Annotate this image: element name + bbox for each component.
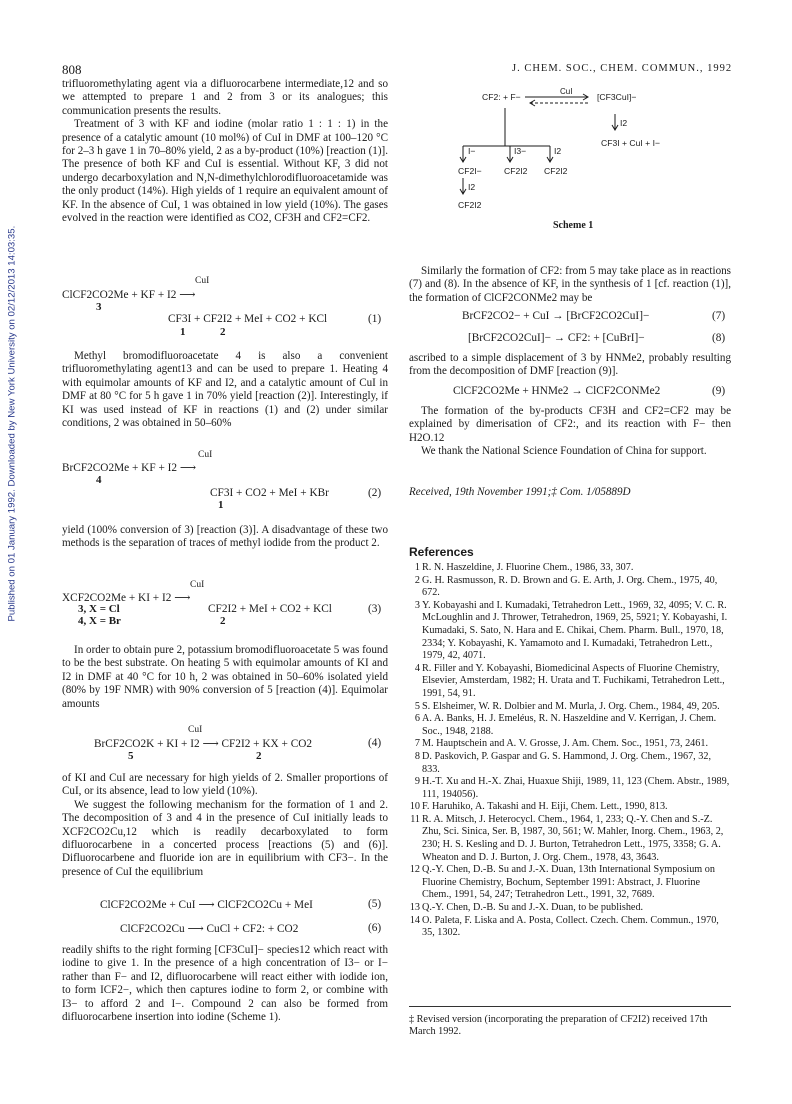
page-number: 808 <box>62 62 82 77</box>
paragraph-equilibrium <box>62 944 388 1024</box>
reference-text: S. Elsheimer, W. R. Dolbier and M. Murla, J. Org. Chem., 1984, 49, 205. <box>422 700 720 712</box>
scheme-product: CF2I2 <box>458 200 482 210</box>
reference-number: 4 <box>414 662 420 674</box>
compound-label: 1 <box>180 326 186 338</box>
scheme-reactant: CF2: + F− <box>482 92 521 102</box>
scheme-1-diagram <box>455 88 715 218</box>
reference-item <box>409 915 731 940</box>
scheme-product: CF2I2 <box>544 166 568 176</box>
paragraph-text: trifluoromethylating agent via a difluorocarbene intermediate,12 and so we attempted to prepare 1 and 2 from 3 or its analogues; this communication presents the results. <box>62 78 388 117</box>
reagent-label: I− <box>468 146 476 156</box>
paragraph-text: Treatment of 3 with KF and iodine (molar ratio 1 : 1 : 1) in the presence of a catalytic amount (10 mol%) of CuI in DMF at 100–120 °C for 2–3 h gave 1 in 70–80% yield, 2 as a by-product (10%) [reaction (1)]. The presence of both KF and CuI is essential. Without KF, 3 did not undergo decarboxylation and N,N-dimethylchlorodifluoroacetamide was the only product (14%). High yields of 1 require an equivalent amount of KF. In the absence of CuI, 1 was obtained in low yield (10%). The gases evolved in the reaction were identified as CO2, CF3H and CF2=CF2. <box>62 118 388 225</box>
reference-text: Y. Kobayashi and I. Kumadaki, Tetrahedron Lett., 1969, 32, 4095; V. C. R. McLoughlin and J. Thrower, Tetrahedron, 1969, 25, 5921; Y. Kobayashi, I. Kumadaki, S. Sato, N. Hara and E. Chikai, Chem. Pharm. Bull., 1970, 18, 2334; Y. Kobayashi, K. Yamamoto and I. Kumadaki, Tetrahedron Lett., 1979, 42, 4071. <box>422 599 728 662</box>
footnote: ‡ Revised version (incorporating the preparation of CF2I2) received 17th March 1992. <box>409 1014 708 1038</box>
reagent-label: I2 <box>620 118 628 128</box>
reference-text: Q.-Y. Chen, D.-B. Su and J.-X. Duan, to be published. <box>422 902 644 914</box>
footnote-divider <box>409 1006 731 1007</box>
paragraph-text: In order to obtain pure 2, potassium bromodifluoroacetate 5 was found to be the best substrate. On heating 5 with equimolar amounts of KI and I2 in DMF at 40 °C for 10 h, 2 was obtained in 50–60% isolated yield (80% by 19F NMR) with 90% conversion of 5 [reaction (4)]. Equimolar amounts <box>62 644 388 710</box>
equation-number: (4) <box>368 737 382 749</box>
reference-item <box>409 738 731 751</box>
compound-label: 5 <box>128 750 134 762</box>
reference-text: R. N. Haszeldine, J. Fluorine Chem., 1986, 33, 307. <box>422 562 634 573</box>
catalyst-label: CuI <box>188 725 203 735</box>
reference-text: Q.-Y. Chen, D.-B. Su and J.-X. Duan, 13th International Symposium on Fluorine Chemistry, Bochum, September 1991: Abstract, J. Fluorine Chem., 1991, 54, 247; Tetrahedron Lett., 1991, 32, 7689. <box>422 864 715 901</box>
reference-number: 1 <box>414 562 420 573</box>
reference-number: 13 <box>409 902 420 914</box>
equation-number: (3) <box>368 603 382 615</box>
equation-3-rhs: CF2I2 + MeI + CO2 + KCl <box>208 603 332 615</box>
compound-label: 3, X = Cl <box>78 603 120 615</box>
equation-2-lhs: BrCF2CO2Me + KF + I2 ⟶ <box>62 462 197 474</box>
paragraph-text: ascribed to a simple displacement of 3 by HNMe2, probably resulting from the decomposition of DMF [reaction (9)]. <box>409 352 731 378</box>
reference-number: 9 <box>414 776 420 788</box>
paragraph-text: of KI and CuI are necessary for high yields of 2. Smaller proportions of CuI, or its absence, lead to low yield (10%). <box>62 772 388 798</box>
paragraph-ascribed <box>409 352 731 379</box>
reference-number: 10 <box>409 801 420 813</box>
reference-list <box>409 562 731 940</box>
reference-item <box>409 751 731 776</box>
compound-label: 2 <box>220 326 226 338</box>
reference-item <box>409 663 731 701</box>
scheme-title: Scheme 1 <box>553 220 594 231</box>
paragraph-text: readily shifts to the right forming [CF3CuI]− species12 which react with iodine to give 1. In the presence of a high concentration of I3− or I− rather than F− and I2, difluorocarbene will react either with iodide ion, to form ICF2−, which then captures iodine to form 2, or combine with I3− to afford 2 and I−. Compound 2 can also be formed from difluorocarbene insertion into iodine (Scheme 1). <box>62 944 388 1024</box>
scheme-intermediate: [CF3CuI]− <box>597 92 637 102</box>
paragraph-text: yield (100% conversion of 3) [reaction (3)]. A disadvantage of these two methods is the separation of traces of methyl iodide from the product 2. <box>62 524 388 550</box>
reference-text: M. Hauptschein and A. V. Grosse, J. Am. Chem. Soc., 1951, 73, 2461. <box>422 738 708 750</box>
reference-item <box>409 814 731 864</box>
reference-item <box>409 562 731 575</box>
reference-text: F. Haruhiko, A. Takashi and H. Eiji, Chem. Lett., 1990, 813. <box>422 801 668 813</box>
reference-number: 6 <box>414 713 420 725</box>
equation-2-rhs: CF3I + CO2 + MeI + KBr <box>210 487 329 499</box>
reference-text: O. Paleta, F. Liska and A. Posta, Collect. Czech. Chem. Commun., 1970, 35, 1302. <box>422 914 719 939</box>
reference-number: 7 <box>414 738 420 750</box>
reference-text: D. Paskovich, P. Gaspar and G. S. Hammond, J. Org. Chem., 1967, 32, 833. <box>422 750 712 775</box>
reference-number: 3 <box>414 599 420 611</box>
compound-label: 4 <box>96 474 102 486</box>
paragraph-byproducts <box>409 405 731 459</box>
equation-number: (6) <box>368 922 382 934</box>
paragraph-mechanism <box>62 772 388 879</box>
equation-number: (9) <box>712 385 726 397</box>
reference-number: 8 <box>414 750 420 762</box>
compound-label: 2 <box>220 615 226 627</box>
paragraph-yield <box>62 524 388 551</box>
reference-text: R. A. Mitsch, J. Heterocycl. Chem., 1964, 1, 233; Q.-Y. Chen and S.-Z. Zhu, Sci. Sinica, Ser. B, 1987, 30, 561; W. Mahler, Inorg. Chem., 1963, 2, 230; H. S. Kesling and D. J. Burton, Tetrahedron Lett., 1975, 3358; G. A. Wheaton and D. J. Burton, J. Org. Chem., 1978, 43, 3643. <box>422 813 724 863</box>
scheme-product: CF2I2 <box>504 166 528 176</box>
download-notice[interactable]: Published on 01 January 1992. Downloaded by New York University on 02/12/2013 14:03:35. <box>6 225 18 622</box>
catalyst-label: CuI <box>190 580 205 590</box>
reference-item <box>409 801 731 814</box>
compound-label: 3 <box>96 301 102 313</box>
equation-3-lhs: XCF2CO2Me + KI + I2 ⟶ <box>62 592 191 604</box>
reference-item <box>409 600 731 663</box>
equation-1-rhs: CF3I + CF2I2 + MeI + CO2 + KCl <box>168 313 328 325</box>
reference-number: 2 <box>414 574 420 586</box>
reference-item <box>409 902 731 915</box>
catalyst-label: CuI <box>198 450 213 460</box>
reagent-label: I3− <box>514 146 527 156</box>
equation-9: ClCF2CO2Me + HNMe2 → ClCF2CONMe2 <box>453 385 661 397</box>
equation-1-lhs: ClCF2CO2Me + KF + I2 ⟶ <box>62 289 196 301</box>
paragraph-methyl <box>62 350 388 430</box>
paragraph-text: The formation of the by-products CF3H and CF2=CF2 may be explained by dimerisation of CF2:, and its reaction with F− then H2O.12 <box>409 405 731 444</box>
compound-label: 2 <box>256 750 262 762</box>
paragraph-text: We thank the National Science Foundation of China for support. <box>421 445 707 458</box>
scheme-product: CF2I− <box>458 166 482 176</box>
reference-item <box>409 575 731 600</box>
compound-label: 4, X = Br <box>78 615 121 627</box>
equation-number: (7) <box>712 310 726 322</box>
reference-item <box>409 776 731 801</box>
reference-item <box>409 864 731 902</box>
reference-text: R. Filler and Y. Kobayashi, Biomedicinal Aspects of Fluorine Chemistry, Elsevier, Amsterdam, 1982; H. Urata and T. Fuchikami, Tetrahedron Lett., 1991, 54, 91. <box>422 662 725 699</box>
paragraph-text: Methyl bromodifluoroacetate 4 is also a convenient trifluoromethylating agent13 and can be used to prepare 1. Heating 4 with equimolar amounts of KF and I2, and a catalytic amount of CuI in DMF at 80 °C for 5 h gave 1 in 70% yield [reaction (2)]. Interestingly, if KI was used instead of KF in reactions (1) and (2) under similar conditions, 2 was obtained in 50–60% <box>62 350 388 430</box>
reagent-label: I2 <box>554 146 562 156</box>
reference-text: A. A. Banks, H. J. Emeléus, R. N. Haszeldine and V. Kerrigan, J. Chem. Soc., 1948, 2188. <box>422 713 717 737</box>
compound-label: 1 <box>218 499 224 511</box>
equation-number: (8) <box>712 332 726 344</box>
catalyst-label: CuI <box>195 276 210 286</box>
paragraph-text: Similarly the formation of CF2: from 5 may take place as in reactions (7) and (8). In the absence of KF, in the synthesis of 1 [cf. reaction (1)], the formation of ClCF2CONMe2 may be <box>409 265 731 304</box>
equation-8: [BrCF2CO2CuI]− → CF2: + [CuBrI]− <box>468 332 645 344</box>
reference-number: 5 <box>414 700 420 712</box>
reference-number: 12 <box>409 864 420 876</box>
paragraph-text: We suggest the following mechanism for the formation of 1 and 2. The decomposition of 3 and 4 in the presence of CuI initially leads to XCF2CO2Cu,12 which is readily decarboxylated to form difluorocarbene in a concerted process [reactions (5) and (6)]. Difluorocarbene and fluoride ion are in equilibrium with CF3−. In the presence of CuI the equilibrium <box>62 798 388 878</box>
equation-number: (5) <box>368 898 382 910</box>
equation-6: ClCF2CO2Cu ⟶ CuCl + CF2: + CO2 <box>120 923 299 935</box>
equation-7: BrCF2CO2− + CuI → [BrCF2CO2CuI]− <box>462 310 650 322</box>
running-header: J. CHEM. SOC., CHEM. COMMUN., 1992 <box>512 63 733 74</box>
reference-text: G. H. Rasmusson, R. D. Brown and G. E. Arth, J. Org. Chem., 1975, 40, 672. <box>422 574 718 599</box>
reference-text: H.-T. Xu and H.-X. Zhai, Huaxue Shiji, 1989, 11, 123 (Chem. Abstr., 1989, 111, 194056). <box>422 776 730 800</box>
scheme-product: CF3I + CuI + I− <box>601 138 660 148</box>
equation-5: ClCF2CO2Me + CuI ⟶ ClCF2CO2Cu + MeI <box>100 899 313 911</box>
reference-item <box>409 713 731 738</box>
paragraph-similarly <box>409 265 731 305</box>
reference-item <box>409 701 731 714</box>
paragraph-intro <box>62 78 388 225</box>
reference-number: 14 <box>409 914 420 926</box>
equation-number: (1) <box>368 313 382 325</box>
received-line: Received, 19th November 1991;‡ Com. 1/05889D <box>409 486 631 498</box>
catalyst-label: CuI <box>560 87 573 96</box>
equation-number: (2) <box>368 487 382 499</box>
equation-4: BrCF2CO2K + KI + I2 ⟶ CF2I2 + KX + CO2 <box>94 738 313 750</box>
reference-number: 11 <box>410 813 420 825</box>
paragraph-pure <box>62 644 388 711</box>
references-heading: References <box>409 545 474 559</box>
reagent-label: I2 <box>468 182 476 192</box>
